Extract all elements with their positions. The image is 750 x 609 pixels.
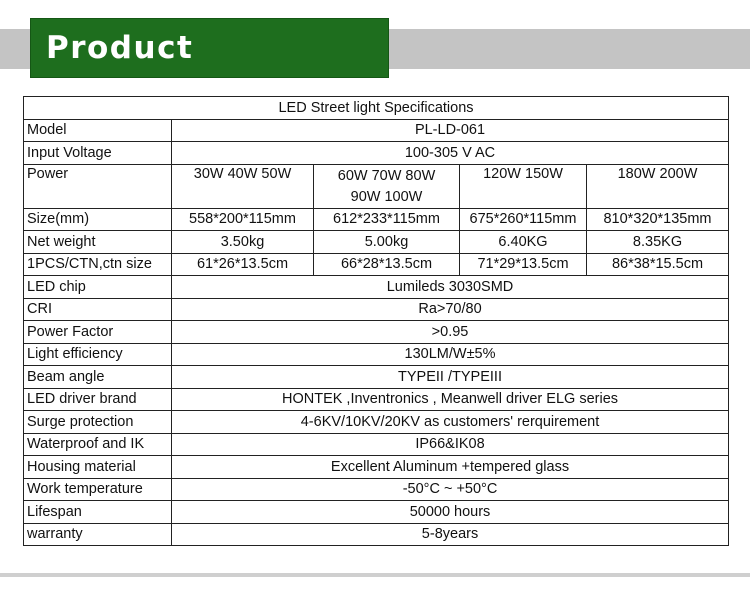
carton-cell: 86*38*15.5cm bbox=[587, 253, 729, 276]
row-label: 1PCS/CTN,ctn size bbox=[24, 253, 172, 276]
power-value: 60W 70W 80W bbox=[337, 167, 436, 184]
row-value: >0.95 bbox=[172, 321, 729, 344]
size-cell: 612*233*115mm bbox=[314, 208, 460, 231]
row-label: Surge protection bbox=[24, 411, 172, 434]
size-cell: 558*200*115mm bbox=[172, 208, 314, 231]
row-value: -50°C ~ +50°C bbox=[172, 478, 729, 501]
row-label: Net weight bbox=[24, 231, 172, 254]
weight-cell: 3.50kg bbox=[172, 231, 314, 254]
power-cell: 120W 150W bbox=[460, 164, 587, 208]
row-label: Lifespan bbox=[24, 501, 172, 524]
power-cell: 30W 40W 50W bbox=[172, 164, 314, 208]
row-label: Housing material bbox=[24, 456, 172, 479]
power-cell: 180W 200W bbox=[587, 164, 729, 208]
carton-cell: 71*29*13.5cm bbox=[460, 253, 587, 276]
table-row bbox=[24, 142, 729, 165]
table-title-row bbox=[24, 97, 729, 120]
row-value: 100-305 V AC bbox=[172, 142, 729, 165]
table-row bbox=[24, 523, 729, 546]
row-label: Light efficiency bbox=[24, 343, 172, 366]
table-row bbox=[24, 164, 729, 208]
bottom-divider bbox=[0, 573, 750, 577]
table-row bbox=[24, 366, 729, 389]
table-row bbox=[24, 411, 729, 434]
row-label: LED driver brand bbox=[24, 388, 172, 411]
row-value: Excellent Aluminum +tempered glass bbox=[172, 456, 729, 479]
table-row bbox=[24, 433, 729, 456]
table-row bbox=[24, 388, 729, 411]
row-value: Lumileds 3030SMD bbox=[172, 276, 729, 299]
weight-cell: 5.00kg bbox=[314, 231, 460, 254]
row-label: Size(mm) bbox=[24, 208, 172, 231]
weight-cell: 8.35KG bbox=[587, 231, 729, 254]
size-cell: 810*320*135mm bbox=[587, 208, 729, 231]
row-label: Input Voltage bbox=[24, 142, 172, 165]
table-row bbox=[24, 321, 729, 344]
row-label: Model bbox=[24, 119, 172, 142]
table-title: LED Street light Specifications bbox=[24, 97, 729, 120]
size-cell: 675*260*115mm bbox=[460, 208, 587, 231]
table-row bbox=[24, 253, 729, 276]
row-label: warranty bbox=[24, 523, 172, 546]
carton-cell: 61*26*13.5cm bbox=[172, 253, 314, 276]
row-label: LED chip bbox=[24, 276, 172, 299]
row-value: TYPEII /TYPEIII bbox=[172, 366, 729, 389]
row-value: Ra>70/80 bbox=[172, 298, 729, 321]
weight-cell: 6.40KG bbox=[460, 231, 587, 254]
table-row bbox=[24, 208, 729, 231]
carton-cell: 66*28*13.5cm bbox=[314, 253, 460, 276]
table-row bbox=[24, 501, 729, 524]
table-row bbox=[24, 343, 729, 366]
table-row bbox=[24, 276, 729, 299]
row-value: HONTEK ,Inventronics , Meanwell driver ELG series bbox=[172, 388, 729, 411]
power-cell bbox=[314, 164, 460, 208]
row-value: PL-LD-061 bbox=[172, 119, 729, 142]
table-row bbox=[24, 231, 729, 254]
row-value: 130LM/W±5% bbox=[172, 343, 729, 366]
row-value: 4-6KV/10KV/20KV as customers' rerquirement bbox=[172, 411, 729, 434]
power-value: 90W 100W bbox=[350, 188, 423, 205]
table-row bbox=[24, 119, 729, 142]
row-value: 5-8years bbox=[172, 523, 729, 546]
row-label: Power Factor bbox=[24, 321, 172, 344]
row-label: Power bbox=[24, 164, 172, 208]
table-row bbox=[24, 478, 729, 501]
row-label: Work temperature bbox=[24, 478, 172, 501]
page-title: Product parameters bbox=[30, 18, 389, 78]
spec-table bbox=[23, 96, 729, 546]
row-label: Beam angle bbox=[24, 366, 172, 389]
table-row bbox=[24, 298, 729, 321]
row-label: Waterproof and IK bbox=[24, 433, 172, 456]
table-row bbox=[24, 456, 729, 479]
row-value: 50000 hours bbox=[172, 501, 729, 524]
row-label: CRI bbox=[24, 298, 172, 321]
row-value: IP66&IK08 bbox=[172, 433, 729, 456]
